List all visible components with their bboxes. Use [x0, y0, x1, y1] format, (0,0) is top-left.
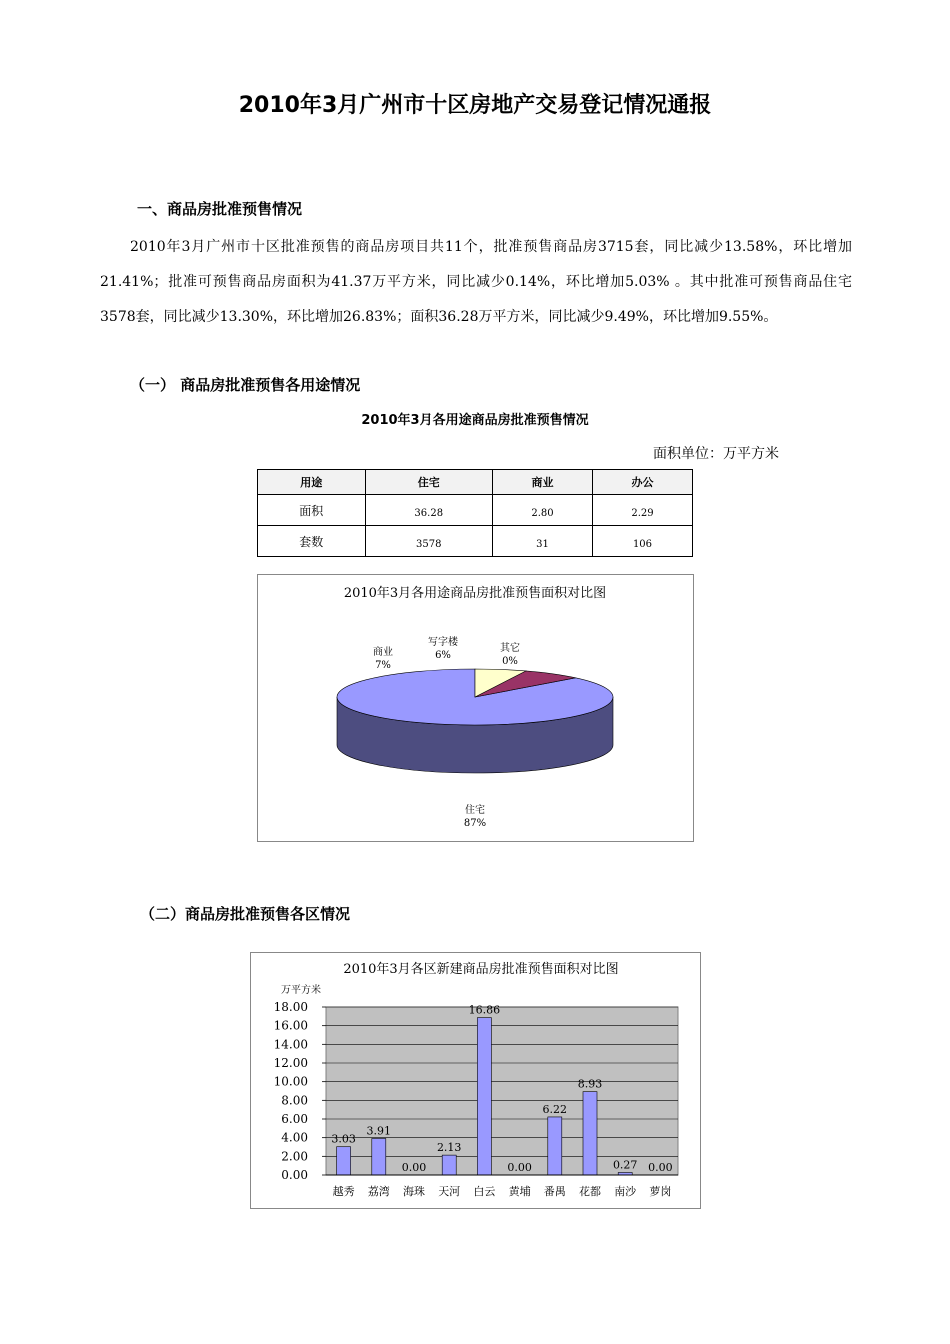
pie-slice-name-label: 其它 [500, 643, 520, 654]
district-bar-chart [250, 952, 701, 1209]
table-cell: 36.28 [365, 495, 492, 526]
x-category-label: 白云 [473, 1185, 496, 1198]
unit-note: 面积单位：万平方米 [653, 446, 779, 462]
table-cell: 31 [492, 526, 592, 557]
table-header-cell: 商业 [492, 470, 592, 495]
x-category-label: 黄埔 [508, 1185, 531, 1198]
table-header-row [258, 470, 693, 495]
bar-value-label: 0.00 [648, 1161, 673, 1174]
y-tick-label: 2.00 [281, 1149, 308, 1164]
presale-summary-paragraph: 2010年3月广州市十区批准预售的商品房项目共11个，批准预售商品房3715套，同比减少13.58%，环比增加21.41%；批准可预售商品房面积为41.37万平方米，同比减少0.14%，环比增加5.03% 。其中批准可预售商品住宅3578套，同比减少13.30%，环比增加26.83%；面积36.28万平方米，同比减少9.49%，环比增加9.55%。 [100, 239, 852, 325]
section-heading-presale: 一、商品房批准预售情况 [137, 200, 303, 218]
x-category-label: 南沙 [614, 1185, 637, 1198]
bar-value-label: 2.13 [436, 1141, 462, 1155]
bar [372, 1139, 386, 1175]
bar-value-label: 0.27 [612, 1158, 638, 1172]
table-cell: 106 [592, 526, 692, 557]
bar-value-label: 8.93 [577, 1077, 603, 1091]
pie-slice-percent-label: 87% [463, 818, 487, 829]
pie-slice-percent-label: 6% [435, 650, 451, 661]
pie-chart-title: 2010年3月各用途商品房批准预售面积对比图 [343, 586, 607, 601]
y-tick-label: 18.00 [273, 1000, 308, 1014]
y-tick-label: 8.00 [281, 1093, 308, 1108]
table-header-cell: 办公 [592, 470, 692, 495]
table-row [258, 495, 693, 526]
table-header-cell: 用途 [258, 470, 366, 495]
x-category-label: 天河 [438, 1185, 461, 1198]
x-category-label: 萝岗 [649, 1185, 672, 1198]
x-category-label: 海珠 [403, 1185, 425, 1198]
x-category-label: 番禺 [543, 1185, 566, 1198]
table-cell: 2.80 [492, 495, 592, 526]
pie-slice-name-label: 写字楼 [428, 637, 458, 648]
row-label-units: 套数 [258, 526, 366, 557]
y-axis-unit-label: 万平方米 [281, 985, 321, 996]
bar-value-label: 3.03 [331, 1132, 356, 1146]
subsection-heading-usage: （一） 商品房批准预售各用途情况 [130, 376, 361, 394]
bar-value-label: 3.91 [366, 1124, 392, 1138]
x-category-label: 荔湾 [367, 1185, 390, 1198]
bar-chart-svg [251, 953, 700, 1208]
bar-value-label: 0.00 [507, 1161, 532, 1174]
pie-slice-percent-label: 0% [502, 656, 518, 667]
bar-value-label: 16.86 [468, 1003, 501, 1017]
y-tick-label: 12.00 [273, 1056, 308, 1070]
bar [337, 1147, 351, 1175]
document-title: 2010年3月广州市十区房地产交易登记情况通报 [238, 93, 712, 118]
table-caption: 2010年3月各用途商品房批准预售情况 [361, 413, 589, 428]
y-tick-label: 10.00 [273, 1074, 308, 1089]
pie-slice-name-label: 住宅 [465, 805, 485, 816]
row-label-area: 面积 [258, 495, 366, 526]
usage-table [257, 469, 693, 557]
y-tick-label: 16.00 [273, 1018, 308, 1033]
y-tick-label: 4.00 [281, 1130, 308, 1145]
y-tick-label: 6.00 [281, 1112, 308, 1126]
pie-chart-svg [258, 575, 693, 841]
pie-slice-percent-label: 7% [375, 660, 391, 671]
bar [477, 1018, 491, 1175]
pie-slice-name-label: 商业 [373, 647, 393, 658]
bar-value-label: 6.22 [542, 1102, 568, 1116]
subsection-heading-district: （二）商品房批准预售各区情况 [140, 905, 351, 923]
bar [442, 1155, 456, 1175]
bar-value-label: 0.00 [401, 1161, 427, 1174]
bar [548, 1117, 562, 1175]
bar-chart-title: 2010年3月各区新建商品房批准预售面积对比图 [343, 962, 619, 977]
usage-pie-chart [257, 574, 694, 842]
y-tick-label: 14.00 [273, 1037, 308, 1052]
y-tick-label: 0.00 [281, 1168, 308, 1182]
table-cell: 2.29 [592, 495, 692, 526]
x-category-label: 越秀 [332, 1185, 355, 1198]
table-row [258, 526, 693, 557]
table-header-cell: 住宅 [365, 470, 492, 495]
table-cell: 3578 [365, 526, 492, 557]
bar [583, 1092, 597, 1175]
x-category-label: 花都 [579, 1185, 601, 1198]
